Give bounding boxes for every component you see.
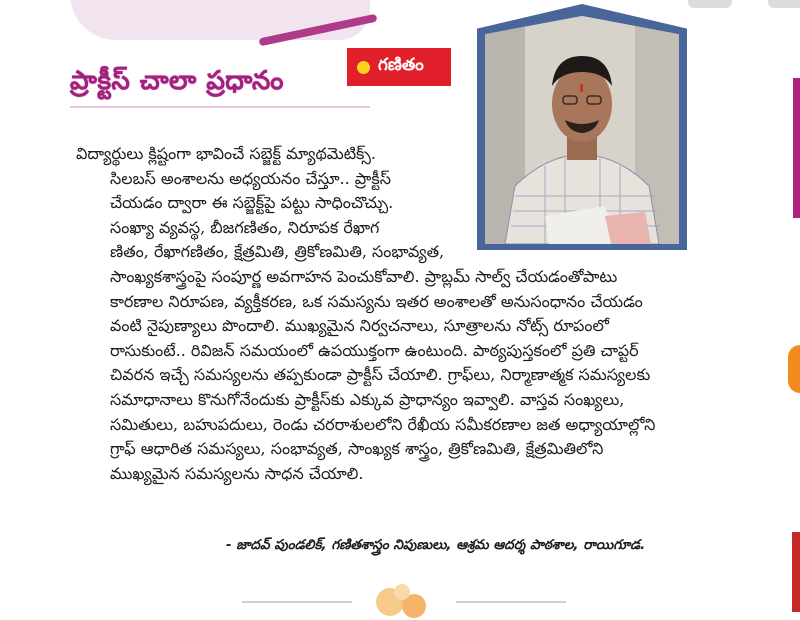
article-line: విద్యార్థులు క్లిష్టంగా భావించే సబ్జెక్ట్ మ్యాథమెటిక్స్. (76, 144, 376, 163)
article-line: వంటి నైపుణ్యాలు పొందాలి. ముఖ్యమైన నిర్వచనాలు, సూత్రాలను నోట్స్ రూపంలో (110, 316, 609, 336)
article-headline: ప్రాక్టీస్ చాలా ప్రధానం (70, 66, 284, 96)
bullet-dot-icon (357, 61, 370, 74)
top-right-shape (768, 0, 800, 8)
author-byline: - జాదవ్ పుండలిక్, గణితశాస్త్రం నిపుణులు, ఆశ్రమ ఆదర్శ పాఠశాల, రాయిగూడ. (226, 537, 646, 553)
article-line: సాంఖ్యకశాస్త్రంపై సంపూర్ణ అవగాహన పెంచుకోవాలి. ప్రాబ్లమ్ సాల్వ్ చేయడంతోపాటు (110, 266, 618, 286)
article-line: కారణాల నిరూపణ, వ్యక్తీకరణ, ఒక సమస్యను ఇతర అంశాలతో అనుసంధానం చేయడం (110, 291, 643, 311)
article-line: రాసుకుంటే.. రివిజన్ సమయంలో ఉపయుక్తంగా ఉంటుంది. పాఠ్యపుస్తకంలో ప్రతి చాప్టర్ (110, 340, 639, 360)
headline-underline (70, 106, 370, 108)
subject-tag-label: గణితం (378, 55, 424, 75)
article-line: ముఖ్యమైన సమస్యలను సాధన చేయాలి. (110, 463, 364, 483)
decorative-ornament-icon (370, 580, 436, 620)
article-line: సమాధానాలు కొనుగోనేందుకు ప్రాక్టీస్‌కు ఎక్కువ ప్రాధాన్యం ఇవ్వాలి. వాస్తవ సంఖ్యలు, (110, 389, 625, 409)
article-line: సిలబస్ అంశాలను అధ్యయనం చేస్తూ.. ప్రాక్టీస్ (110, 168, 391, 188)
right-edge-strip (793, 78, 800, 218)
top-banner-decoration (70, 0, 370, 40)
right-edge-tab (788, 345, 800, 393)
article-line: గ్రాఫ్ ఆధారిత సమస్యలు, సంభావ్యత, సాంఖ్యక శాస్త్రం, త్రికోణమితి, క్షేత్రమితిలోని (110, 439, 604, 459)
top-right-shape (688, 0, 732, 8)
subject-tag (347, 48, 451, 86)
article-line: ణితం, రేఖాగణితం, క్షేత్రమితి, త్రికోణమితి, సంభావ్యత, (110, 242, 445, 262)
article-line: చివరన ఇచ్చే సమస్యలను తప్పకుండా ప్రాక్టీస్ చేయాలి. గ్రాఫ్‌లు, నిర్మాణాత్మక సమస్యలకు (110, 365, 651, 385)
article-line: చేయడం ద్వారా ఈ సబ్జెక్ట్‌పై పట్టు సాధించొచ్చు. (110, 193, 394, 213)
article-line: సమితులు, బహుపదులు, రెండు చరరాశులలోని రేఖీయ సమీకరణాల జత అధ్యాయాల్లోని (110, 414, 656, 434)
article-body (76, 142, 766, 486)
right-edge-strip (792, 532, 800, 612)
bottom-divider (456, 601, 566, 603)
bottom-divider (242, 601, 352, 603)
article-line: సంఖ్యా వ్యవస్థ, బీజగణితం, నిరూపక రేఖాగ (110, 217, 380, 237)
